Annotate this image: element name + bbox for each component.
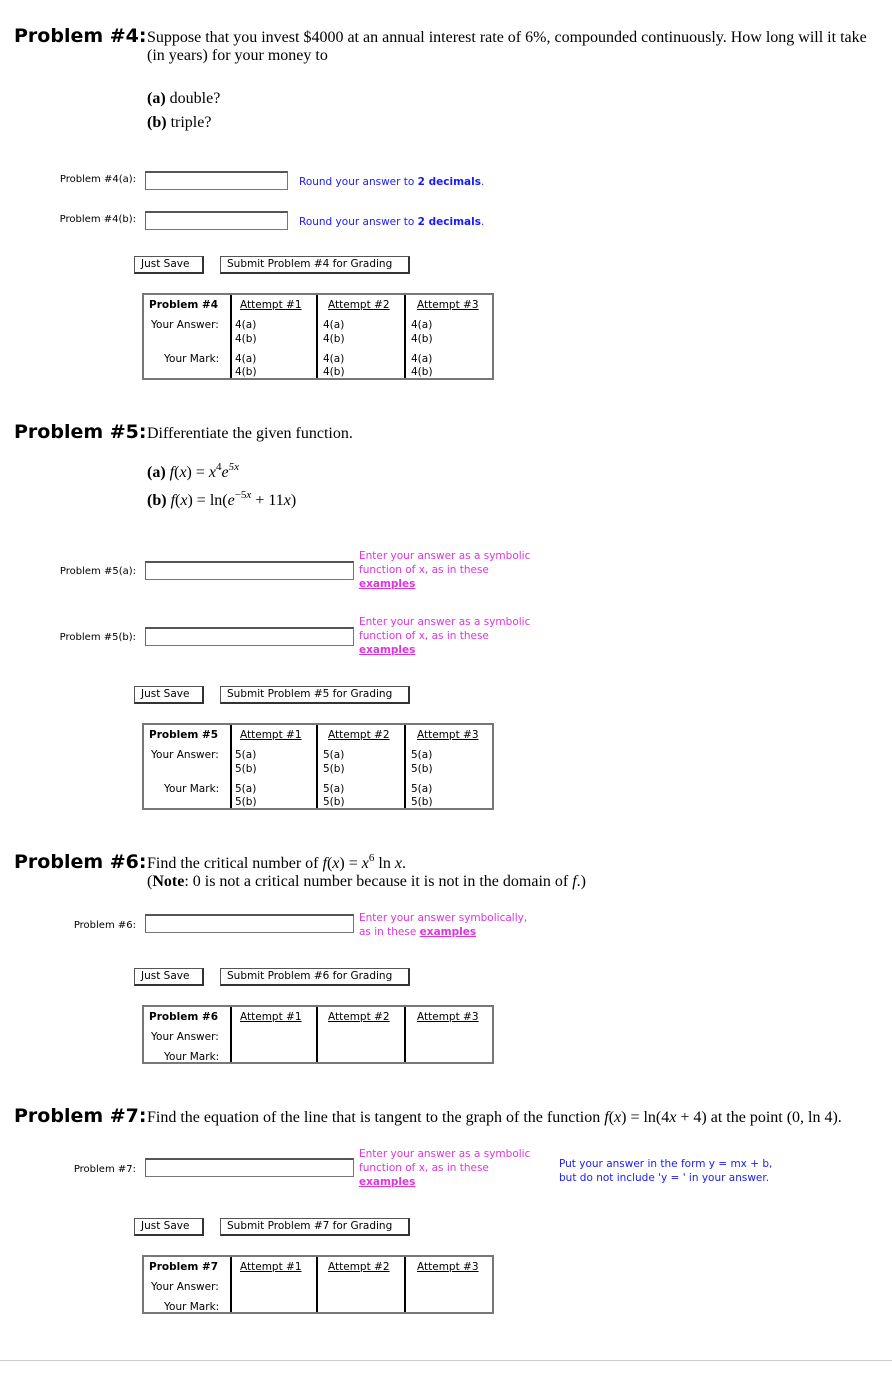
- problem-7-label: Problem #7:: [73, 1164, 136, 1175]
- problem-5-your-answer-label: Your Answer:: [151, 749, 219, 761]
- problem-5-attempt-2-header[interactable]: Attempt #2: [328, 729, 390, 741]
- footer-divider: [0, 1360, 892, 1361]
- problem-4a-label: Problem #4(a):: [59, 174, 136, 185]
- problem-7-hint: Enter your answer as a symbolic function of x, as in these examples: [359, 1148, 531, 1188]
- problem-4-heading: Problem #4:: [14, 25, 147, 47]
- problem-7-attempt-3-header[interactable]: Attempt #3: [417, 1261, 479, 1273]
- problem-5-submit-button[interactable]: Submit Problem #5 for Grading: [220, 686, 410, 704]
- problem-7-text: Find the equation of the line that is tangent to the graph of the function f(x) = ln(4x + 4) at the point (0, ln 4).: [147, 1109, 842, 1126]
- problem-4-part-a: (a) double?: [147, 90, 221, 107]
- problem-6-text: Find the critical number of $f(x) = x^6$ ln x.: [147, 852, 406, 872]
- problem-4-your-answer-label: Your Answer:: [151, 319, 219, 331]
- problem-5-part-b: (b) $f(x) = \ln(e^{-5x} + 11x)$: [147, 489, 297, 509]
- problem-5b-examples-link[interactable]: examples: [359, 644, 416, 656]
- problem-7-table-title: Problem #7: [149, 1261, 219, 1273]
- problem-5-heading: Problem #5:: [14, 421, 147, 443]
- problem-5-table-title: Problem #5: [149, 729, 219, 741]
- problem-6-note: (Note: 0 is not a critical number because it is not in the domain of f.): [147, 873, 586, 890]
- problem-5-part-a: (a) $f(x) = x^4e^{5x}$: [147, 461, 240, 481]
- problem-6-examples-link[interactable]: examples: [419, 926, 477, 938]
- problem-5-your-mark-label: Your Mark:: [164, 783, 220, 795]
- problem-6-input[interactable]: [145, 914, 354, 933]
- problem-6-label: Problem #6:: [73, 920, 136, 931]
- problem-7-submit-button[interactable]: Submit Problem #7 for Grading: [220, 1218, 410, 1236]
- problem-4a-input[interactable]: [145, 171, 288, 190]
- problem-5-attempt-1-header[interactable]: Attempt #1: [240, 729, 302, 741]
- problem-4b-label: Problem #4(b):: [59, 214, 136, 225]
- problem-4a-hint: Round your answer to 2 decimals.: [299, 176, 485, 188]
- problem-5a-examples-link[interactable]: examples: [359, 578, 416, 590]
- problem-5a-label: Problem #5(a):: [59, 566, 136, 577]
- problem-6-attempts-table: [142, 1005, 494, 1064]
- problem-6-just-save-button[interactable]: Just Save: [134, 968, 204, 986]
- problem-4-text-cont: (in years) for your money to: [147, 47, 328, 64]
- problem-6-attempt-1-header[interactable]: Attempt #1: [240, 1011, 302, 1023]
- problem-4-part-b: (b) triple?: [147, 114, 212, 131]
- problem-4-your-mark-label: Your Mark:: [164, 353, 220, 365]
- problem-7-your-answer-label: Your Answer:: [151, 1281, 219, 1293]
- problem-4-attempt-3-header[interactable]: Attempt #3: [417, 299, 479, 311]
- problem-7-just-save-button[interactable]: Just Save: [134, 1218, 204, 1236]
- problem-7-input[interactable]: [145, 1158, 354, 1177]
- problem-5-attempts-table: Problem #5 Attempt #1 Attempt #2 Attempt #3 Your Answer: Your Mark: 5(a) 5(b) 5(a) 5(b) 5(a) 5(b) 5(a) 5(b) 5(a) 5(b) 5(a) 5(b): [142, 723, 494, 810]
- problem-6-attempt-2-header[interactable]: Attempt #2: [328, 1011, 390, 1023]
- problem-5b-label: Problem #5(b):: [59, 632, 136, 643]
- problem-6-heading: Problem #6:: [14, 851, 147, 873]
- problem-6-table-title: Problem #6: [149, 1011, 219, 1023]
- problem-4-attempt-2-header[interactable]: Attempt #2: [328, 299, 390, 311]
- problem-5-just-save-button[interactable]: Just Save: [134, 686, 204, 704]
- problem-4-submit-button[interactable]: Submit Problem #4 for Grading: [220, 256, 410, 274]
- problem-6-submit-button[interactable]: Submit Problem #6 for Grading: [220, 968, 410, 986]
- problem-4-attempt-1-header[interactable]: Attempt #1: [240, 299, 302, 311]
- problem-4-table-title: Problem #4: [149, 299, 219, 311]
- problem-4-text: Suppose that you invest $4000 at an annual interest rate of 6%, compounded continuously. How long will it take: [147, 29, 867, 46]
- problem-7-heading: Problem #7:: [14, 1105, 147, 1127]
- problem-4b-input[interactable]: [145, 211, 288, 230]
- problem-5-attempt-3-header[interactable]: Attempt #3: [417, 729, 479, 741]
- problem-4b-hint: Round your answer to 2 decimals.: [299, 216, 485, 228]
- problem-6-your-answer-label: Your Answer:: [151, 1031, 219, 1043]
- problem-7-examples-link[interactable]: examples: [359, 1176, 416, 1188]
- problem-4-just-save-button[interactable]: Just Save: [134, 256, 204, 274]
- problem-6-your-mark-label: Your Mark:: [164, 1051, 220, 1063]
- problem-7-format-hint: Put your answer in the form y = mx + b, but do not include 'y = ' in your answer.: [559, 1158, 773, 1184]
- problem-7-attempt-2-header[interactable]: Attempt #2: [328, 1261, 390, 1273]
- problem-5a-hint: Enter your answer as a symbolic function of x, as in these examples: [359, 550, 531, 590]
- problem-5b-input[interactable]: [145, 627, 354, 646]
- problem-5-text: Differentiate the given function.: [147, 425, 353, 442]
- problem-7-attempts-table: [142, 1255, 494, 1314]
- problem-5b-hint: Enter your answer as a symbolic function of x, as in these examples: [359, 616, 531, 656]
- problem-7-attempt-1-header[interactable]: Attempt #1: [240, 1261, 302, 1273]
- problem-6-attempt-3-header[interactable]: Attempt #3: [417, 1011, 479, 1023]
- problem-5a-input[interactable]: [145, 561, 354, 580]
- problem-6-hint: Enter your answer symbolically, as in these examples: [359, 912, 528, 938]
- problem-7-your-mark-label: Your Mark:: [164, 1301, 220, 1313]
- problem-4-attempts-table: Problem #4 Attempt #1 Attempt #2 Attempt #3 Your Answer: Your Mark: 4(a) 4(b) 4(a) 4(b) 4(a) 4(b) 4(a) 4(b) 4(a) 4(b) 4(a) 4(b): [142, 293, 494, 380]
